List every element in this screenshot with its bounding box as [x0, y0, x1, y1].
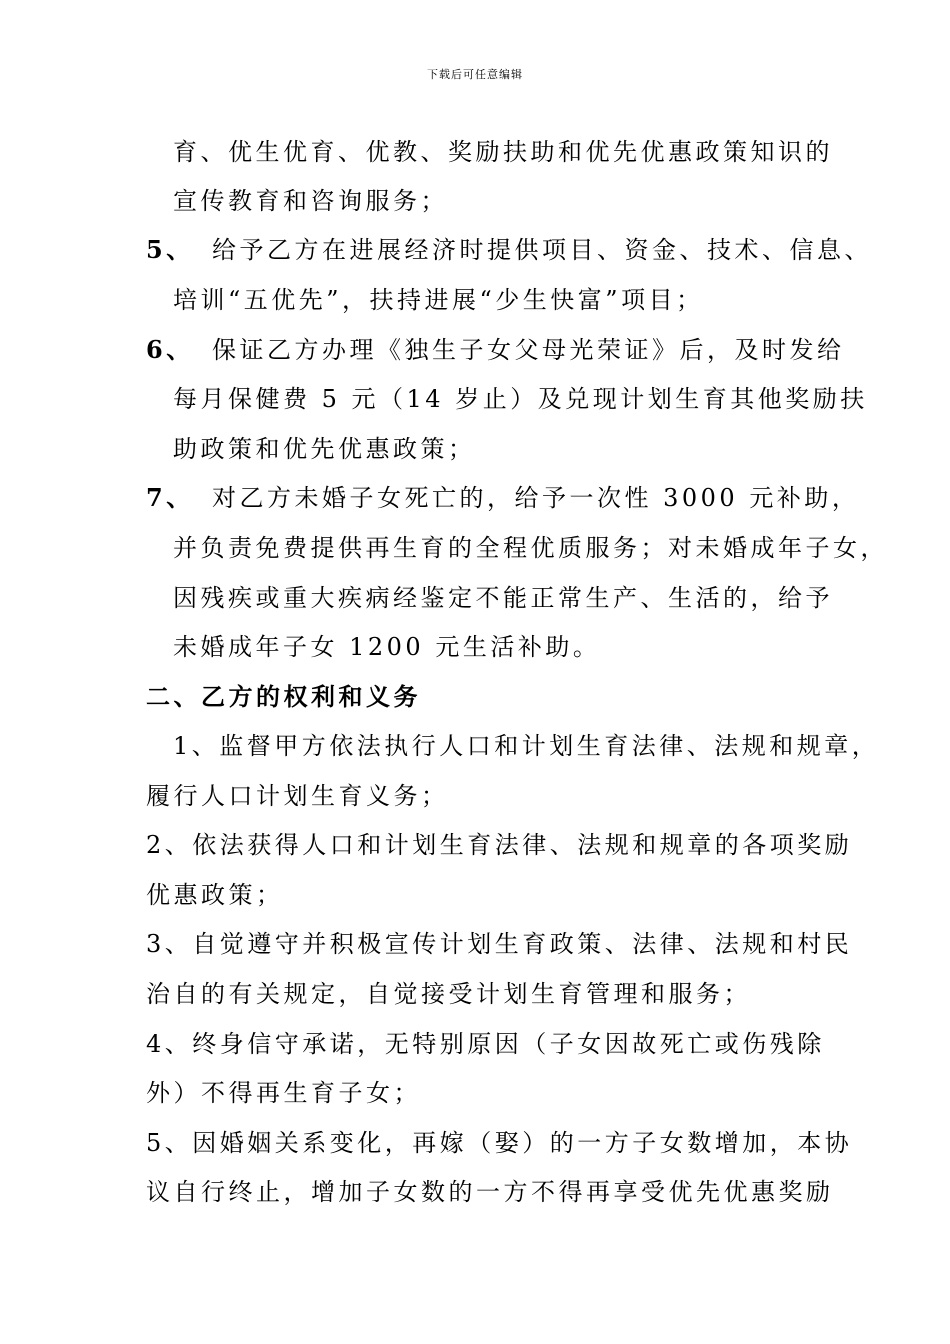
- text-line: 对乙方未婚子女死亡的，给予一次性 3000 元补助，: [212, 484, 860, 512]
- text-line: 保证乙方办理《独生子女父母光荣证》后，及时发给: [212, 336, 845, 364]
- text-line: 治自的有关规定，自觉接受计划生育管理和服务；: [146, 980, 751, 1008]
- text-line: 育、优生优育、优教、奖励扶助和优先优惠政策知识的: [173, 138, 833, 166]
- item-number: 5、: [146, 235, 194, 264]
- text-line: 2、依法获得人口和计划生育法律、法规和规章的各项奖励: [146, 831, 853, 859]
- text-line: 宣传教育和咨询服务；: [173, 187, 448, 215]
- text-line: 履行人口计划生育义务；: [146, 782, 449, 810]
- text-line: 议自行终止，增加子女数的一方不得再享受优先优惠奖励: [146, 1178, 834, 1206]
- text-line: 未婚成年子女 1200 元生活补助。: [173, 633, 601, 661]
- page-header: 下载后可任意编辑: [427, 68, 523, 81]
- text-line: 优惠政策；: [146, 881, 284, 909]
- text-line: 5、因婚姻关系变化，再嫁（娶）的一方子女数增加，本协: [146, 1129, 853, 1157]
- text-line: 培训“五优先”，扶持进展“少生快富”项目；: [173, 286, 704, 314]
- text-line: 每月保健费 5 元（14 岁止）及兑现计划生育其他奖励扶: [173, 385, 868, 413]
- text-line: 因残疾或重大疾病经鉴定不能正常生产、生活的，给予: [173, 584, 833, 612]
- section-heading: 二、乙方的权利和义务: [146, 682, 421, 711]
- text-line: 外）不得再生育子女；: [146, 1079, 421, 1107]
- text-line: 1、监督甲方依法执行人口和计划生育法律、法规和规章，: [173, 732, 880, 760]
- text-line: 3、自觉遵守并积极宣传计划生育政策、法律、法规和村民: [146, 930, 853, 958]
- item-number: 6、: [146, 335, 194, 364]
- text-line: 给予乙方在进展经济时提供项目、资金、技术、信息、: [212, 236, 872, 264]
- text-line: 并负责免费提供再生育的全程优质服务；对未婚成年子女，: [173, 534, 888, 562]
- item-number: 7、: [146, 483, 194, 512]
- text-line: 4、终身信守承诺，无特别原因（子女因故死亡或伤残除: [146, 1030, 825, 1058]
- text-line: 助政策和优先优惠政策；: [173, 435, 476, 463]
